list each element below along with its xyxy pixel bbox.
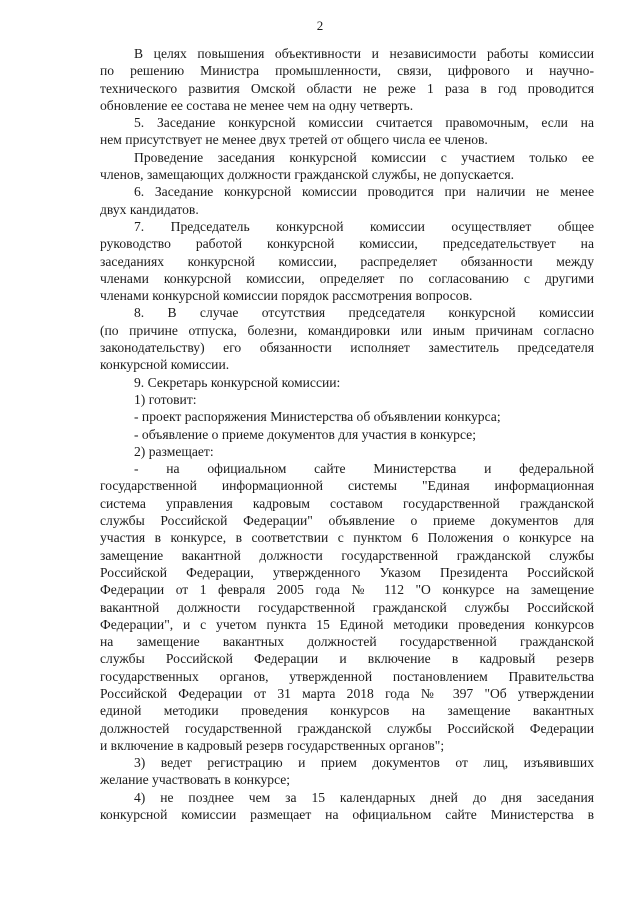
paragraph [100,426,594,443]
text-line: службы Российской Федерации" объявление о приеме документов для [100,513,594,529]
text-line: членами конкурсной комиссии порядок рассмотрения вопросов. [100,288,473,304]
text-line: двух кандидатов. [100,201,199,217]
text-line: 1) готовит: [134,391,197,407]
text-line: 5. Заседание конкурсной комиссии считается правомочным, если на [134,115,594,131]
text-line: членами конкурсной комиссии, определяет по согласованию с другими [100,270,594,286]
text-line: законодательству) его обязанности исполняет заместитель председателя [100,340,594,356]
paragraph [100,789,594,824]
text-line: 3) ведет регистрацию и прием документов от лиц, изъявивших [134,755,594,771]
text-line: нем присутствует не менее двух третей от общего числа ее членов. [100,132,488,148]
text-line: должностей государственной гражданской службы Российской Федерации [100,720,594,736]
page-number: 2 [316,18,324,33]
text-line: 2) размещает: [134,443,214,459]
text-line: заседаниях конкурсной комиссии, распределяет обязанности между [100,253,594,269]
text-line: конкурсной комиссии размещает на официальном сайте Министерства в [100,807,594,823]
paragraph [100,754,594,789]
text-line: Российской Федерации от 31 марта 2018 года № 397 "Об утверждении [100,685,594,701]
text-line: единой методики проведения конкурсов на замещение вакантных [100,703,594,719]
text-line: система управления кадровым составом государственной гражданской [100,495,594,511]
text-line: членов, замещающих должности гражданской службы, не допускается. [100,167,515,183]
paragraph [100,183,594,218]
text-line: 7. Председатель конкурсной комиссии осуществляет общее [134,218,594,234]
paragraph [100,45,594,114]
paragraph [100,218,594,304]
paragraph [100,114,594,149]
text-line: 4) не позднее чем за 15 календарных дней до дня заседания [134,789,594,805]
text-line: 8. В случае отсутствия председателя конкурсной комиссии [134,305,594,321]
paragraph [100,149,594,184]
text-line: на замещение вакантных должностей государственной гражданской [100,634,594,650]
paragraph [100,391,594,408]
paragraph [100,443,594,460]
text-line: Проведение заседания конкурсной комиссии с участием только ее [134,149,594,165]
text-line: государственной информационной системы "Единая информационная [100,478,594,494]
text-line: замещение вакантной должности государственной гражданской службы [100,547,594,563]
paragraph [100,460,594,754]
text-line: - проект распоряжения Министерства об объявлении конкурса; [134,409,501,425]
text-line: 6. Заседание конкурсной комиссии проводится при наличии не менее [134,184,594,200]
text-line: технического развития Омской области не реже 1 раза в год проводится [100,80,594,96]
text-line: (по причине отпуска, болезни, командировки или иным причинам согласно [100,322,594,338]
text-line: участия в конкурсе, в соответствии с пунктом 6 Положения о конкурсе на [100,530,594,546]
text-line: - объявление о приеме документов для участия в конкурсе; [134,426,476,442]
text-line: и включение в кадровый резерв государственных органов"; [100,737,445,753]
text-line: Российской Федерации, утвержденного Указом Президента Российской [100,564,594,580]
text-line: Федерации", и с учетом пункта 15 Единой методики проведения конкурсов [100,616,594,632]
text-line: обновление ее состава не менее чем на одну четверть. [100,97,414,113]
text-line: службы Российской Федерации и включение в кадровый резерв [100,651,594,667]
paragraph [100,304,594,373]
text-line: конкурсной комиссии. [100,357,230,373]
text-line: В целях повышения объективности и независимости работы комиссии [134,46,594,61]
text-line: - на официальном сайте Министерства и федеральной [134,461,594,477]
text-line: по решению Министра промышленности, связи, цифрового и научно- [100,63,594,79]
document-body [100,45,594,823]
text-line: желание участвовать в конкурсе; [100,772,291,788]
text-line: государственных органов, утвержденной постановлением Правительства [100,668,594,684]
text-line: Федерации от 1 февраля 2005 года № 112 "О конкурсе на замещение [100,582,594,598]
paragraph [100,374,594,391]
text-line: руководство работой конкурсной комиссии, председательствует на [100,236,594,252]
text-line: вакантной должности государственной гражданской службы Российской [100,599,594,615]
paragraph [100,408,594,425]
text-line: 9. Секретарь конкурсной комиссии: [134,374,341,390]
